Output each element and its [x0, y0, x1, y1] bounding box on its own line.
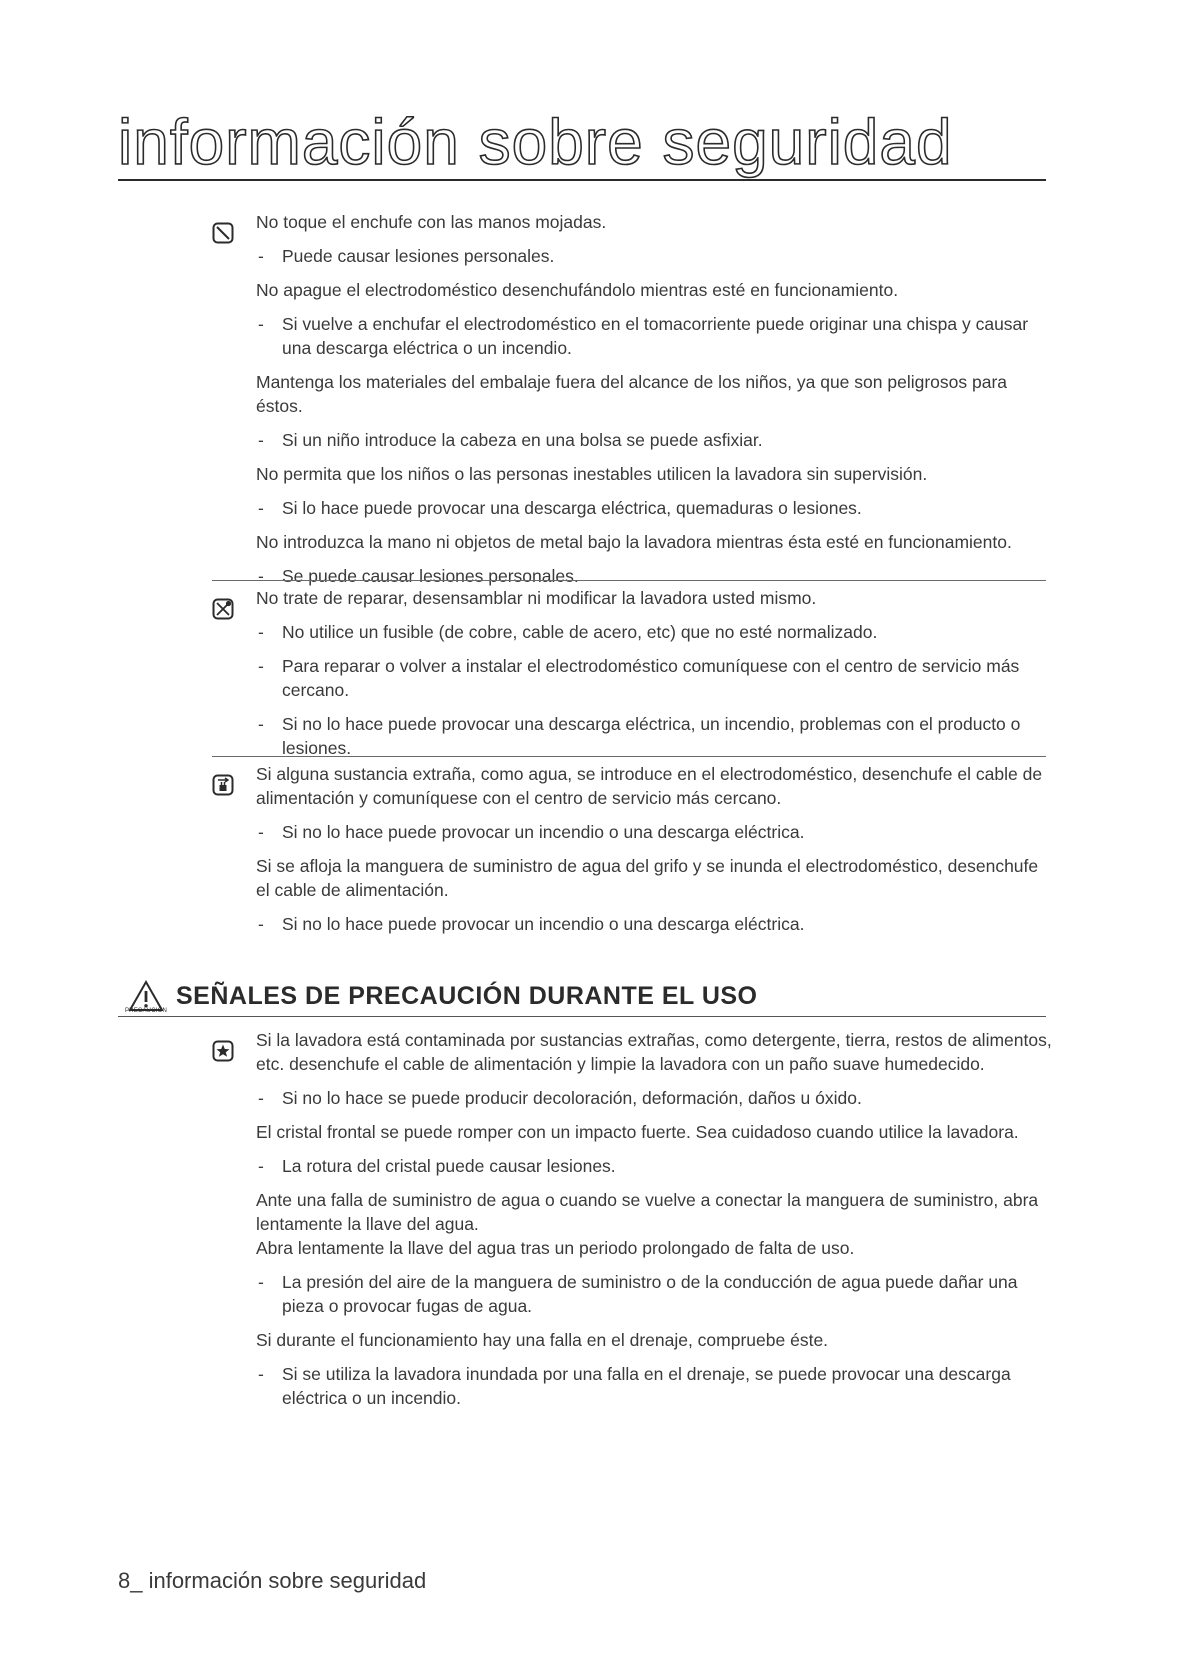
bullet-item: - La presión del aire de la manguera de suministro o de la conducción de agua puede dañar una pieza o provocar fugas de agua.: [256, 1270, 1056, 1318]
caution-label: PRECAUCIÓN: [124, 1008, 167, 1014]
page-footer: 8_ información sobre seguridad: [118, 1568, 427, 1593]
safety-instruction: Si se afloja la manguera de suministro de agua del grifo y se inunda el electrodoméstico, desenchufe el cable de alimentación.: [256, 856, 1039, 900]
bullet-item: - Se puede causar lesiones personales.: [256, 564, 1056, 588]
bullet-item: - Si un niño introduce la cabeza en una bolsa se puede asfixiar.: [256, 428, 1056, 452]
safety-instruction: Si durante el funcionamiento hay una falla en el drenaje, compruebe éste.: [256, 1330, 829, 1350]
safety-instruction: Ante una falla de suministro de agua o cuando se vuelve a conectar la manguera de suministro, abra lentamente la llave del agua.: [256, 1190, 1039, 1234]
do-not-disassemble-icon: [212, 598, 234, 620]
safety-instruction: No permita que los niños o las personas inestables utilicen la lavadora sin supervisión.: [256, 464, 928, 484]
bullet-item: - Si lo hace puede provocar una descarga eléctrica, quemaduras o lesiones.: [256, 496, 1056, 520]
safety-instruction: Si alguna sustancia extraña, como agua, se introduce en el electrodoméstico, desenchufe el cable de alimentación y comuníquese con el centro de servicio más cercano.: [256, 764, 1043, 808]
safety-instruction: Mantenga los materiales del embalaje fuera del alcance de los niños, ya que son peligrosos para éstos.: [256, 372, 1008, 416]
bullet-item: - Si vuelve a enchufar el electrodoméstico en el tomacorriente puede originar una chispa y causar una descarga eléctrica o un incendio.: [256, 312, 1056, 360]
bullet-item: - Si se utiliza la lavadora inundada por una falla en el drenaje, se puede provocar una descarga eléctrica o un incendio.: [256, 1362, 1056, 1410]
title-rule: [118, 179, 1046, 181]
do-not-icon: [212, 222, 234, 244]
safety-instruction: No introduzca la mano ni objetos de metal bajo la lavadora mientras ésta esté en funcionamiento.: [256, 532, 1012, 552]
safety-instruction: No trate de reparar, desensamblar ni modificar la lavadora usted mismo.: [256, 588, 817, 608]
safety-instruction: No apague el electrodoméstico desenchufándolo mientras esté en funcionamiento.: [256, 280, 899, 300]
bullet-item: - No utilice un fusible (de cobre, cable de acero, etc) que no esté normalizado.: [256, 620, 1056, 644]
section-rule: [118, 1016, 1046, 1017]
safety-instruction: Si la lavadora está contaminada por sustancias extrañas, como detergente, tierra, restos de alimentos, etc. desenchufe el cable de alimentación y limpie la lavadora con un paño suave humedecido.: [256, 1030, 1052, 1074]
safety-group-2: [256, 586, 1056, 770]
safety-instruction: Abra lentamente la llave del agua tras un periodo prolongado de falta de uso.: [256, 1238, 855, 1258]
section-divider: [212, 756, 1046, 757]
bullet-item: - La rotura del cristal puede causar lesiones.: [256, 1154, 1056, 1178]
unplug-icon: [212, 774, 234, 796]
safety-instruction: No toque el enchufe con las manos mojadas.: [256, 212, 607, 232]
bullet-item: - Si no lo hace puede provocar un incendio o una descarga eléctrica.: [256, 912, 1056, 936]
bullet-item: - Para reparar o volver a instalar el electrodoméstico comuníquese con el centro de servicio más cercano.: [256, 654, 1056, 702]
safety-instruction: El cristal frontal se puede romper con un impacto fuerte. Sea cuidadoso cuando utilice la lavadora.: [256, 1122, 1019, 1142]
safety-group-1: [256, 210, 1056, 598]
section-title: SEÑALES DE PRECAUCIÓN DURANTE EL USO: [176, 982, 758, 1010]
bullet-item: - Si no lo hace puede provocar un incendio o una descarga eléctrica.: [256, 820, 1056, 844]
section-divider: [212, 580, 1046, 581]
bullet-item: - Si no lo hace puede provocar una descarga eléctrica, un incendio, problemas con el producto o lesiones.: [256, 712, 1056, 760]
safety-group-3: [256, 762, 1056, 946]
bullet-item: - Puede causar lesiones personales.: [256, 244, 1056, 268]
bullet-item: - Si no lo hace se puede producir decoloración, deformación, daños u óxido.: [256, 1086, 1056, 1110]
page-title: información sobre seguridad: [118, 106, 953, 178]
important-note-icon: [212, 1040, 234, 1062]
safety-group-4: [256, 1028, 1056, 1420]
